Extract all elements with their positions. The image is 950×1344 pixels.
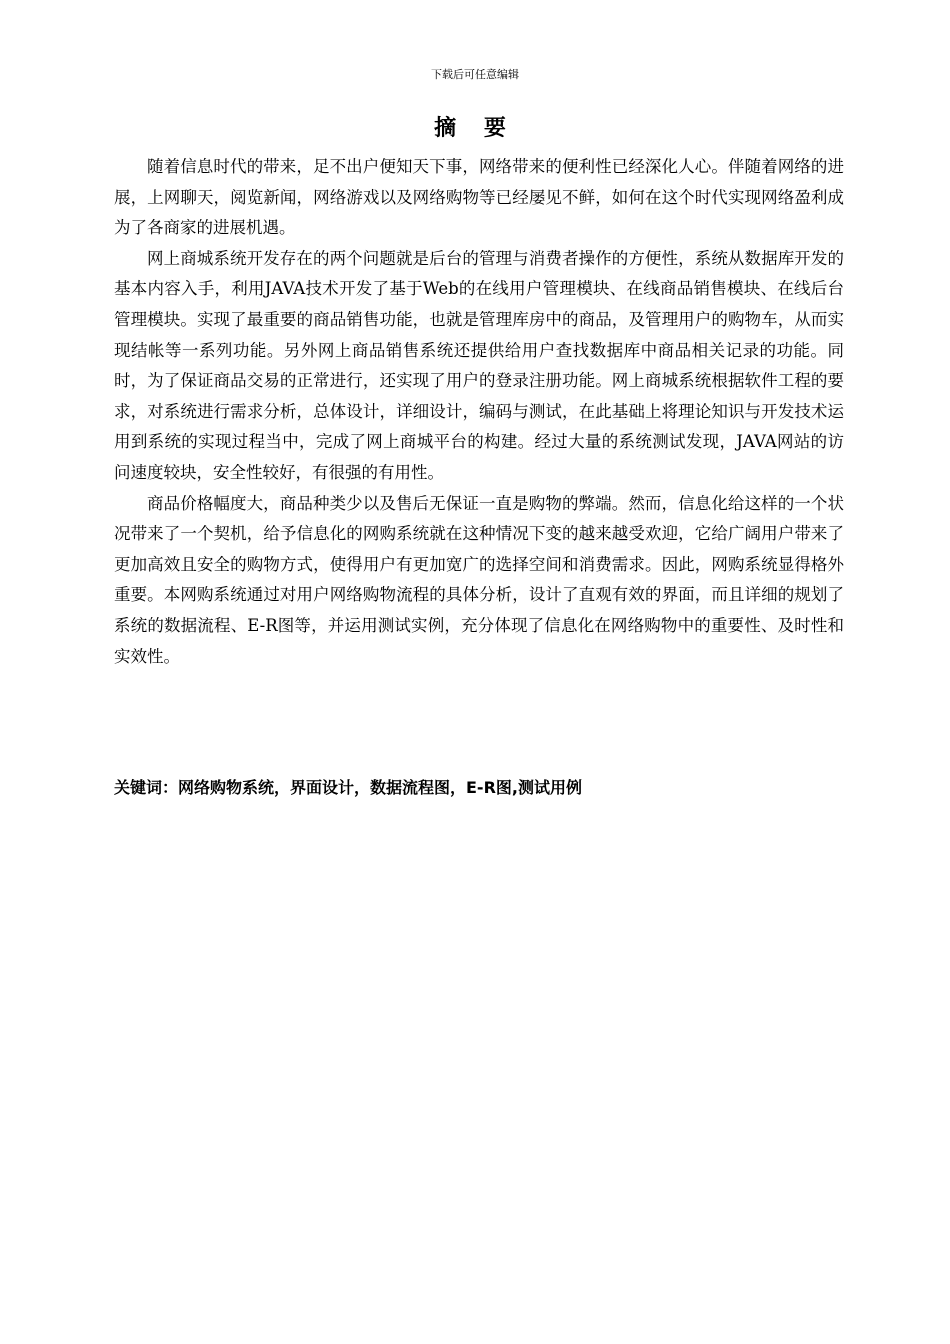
keywords-line: 关键词：网络购物系统，界面设计，数据流程图，E-R图,测试用例 [114,778,582,797]
abstract-paragraph-2: 网上商城系统开发存在的两个问题就是后台的管理与消费者操作的方便性，系统从数据库开发的基本内容入手，利用JAVA技术开发了基于Web的在线用户管理模块、在线商品销售模块、在线后台管理模块。实现了最重要的商品销售功能，也就是管理库房中的商品，及管理用户的购物车，从而实现结帐等一系列功能。另外网上商品销售系统还提供给用户查找数据库中商品相关记录的功能。同时，为了保证商品交易的正常进行，还实现了用户的登录注册功能。网上商城系统根据软件工程的要求，对系统进行需求分析，总体设计，详细设计，编码与测试，在此基础上将理论知识与开发技术运用到系统的实现过程当中，完成了网上商城平台的构建。经过大量的系统测试发现，JAVA网站的访问速度较块，安全性较好，有很强的有用性。 [114,248,844,482]
header-note: 下载后可任意编辑 [431,68,519,81]
abstract-body [114,152,844,672]
abstract-title: 摘 要 [434,116,516,141]
abstract-paragraph-1: 随着信息时代的带来，足不出户便知天下事，网络带来的便利性已经深化人心。伴随着网络的进展，上网聊天，阅览新闻，网络游戏以及网络购物等已经屡见不鲜，如何在这个时代实现网络盈利成为了各商家的进展机遇。 [114,157,844,238]
abstract-paragraph-3: 商品价格幅度大，商品种类少以及售后无保证一直是购物的弊端。然而，信息化给这样的一个状况带来了一个契机，给予信息化的网购系统就在这种情况下变的越来越受欢迎，它给广阔用户带来了更加高效且安全的购物方式，使得用户有更加宽广的选择空间和消费需求。因此，网购系统显得格外重要。本网购系统通过对用户网络购物流程的具体分析，设计了直观有效的界面，而且详细的规划了系统的数据流程、E-R图等，并运用测试实例，充分体现了信息化在网络购物中的重要性、及时性和实效性。 [114,493,844,666]
